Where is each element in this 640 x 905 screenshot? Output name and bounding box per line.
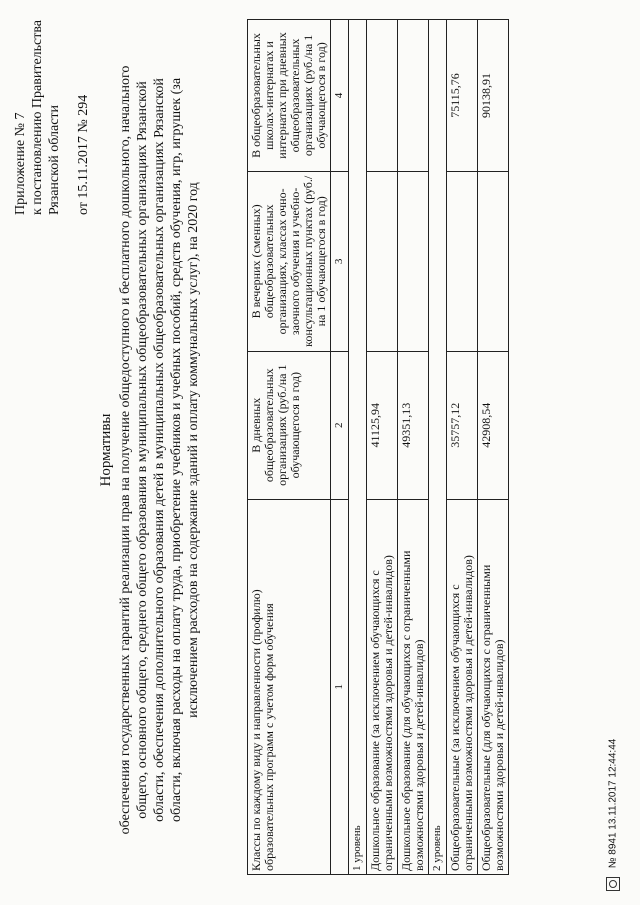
- row-name: Общеобразовательные (для обучающихся с ограниченными возможностями здоровья и детей-инвалидов): [478, 499, 509, 874]
- level-label: 1 уровень: [349, 20, 367, 875]
- row-value-evening: [367, 171, 398, 351]
- stamp-text: № 8941 13.11.2017 12:44:44: [607, 738, 619, 869]
- column-number: 3: [331, 171, 349, 351]
- appendix-reference: к постановлению Правительства: [30, 19, 45, 215]
- column-number-row: [331, 20, 349, 875]
- row-value-evening: [478, 171, 509, 351]
- appendix-block: [12, 15, 92, 215]
- title-heading: Нормативы: [98, 413, 114, 487]
- appendix-region: Рязанской области: [47, 104, 62, 215]
- level-label: 2 уровень: [429, 20, 447, 875]
- stamp-logo-icon: [606, 877, 620, 891]
- header-class: Классы по каждому виду и направленности (профилю) образовательных программ с учетом форм обучения: [248, 499, 331, 874]
- row-value-boarding: [367, 20, 398, 172]
- header-evening: В вечерних (сменных) общеобразовательных организациях, классах очно-заочного обучения и учебно-консультационных пунктах (руб./на 1 обучающегося в год): [248, 171, 331, 351]
- row-value-evening: [447, 171, 478, 351]
- level-row: [349, 20, 367, 875]
- row-value-day: 35757,12: [447, 351, 478, 499]
- row-value-day: 49351,13: [398, 351, 429, 499]
- title-text: обеспечения государственных гарантий реализации прав на получение общедоступного и бесплатного дошкольного, начального общего, основного общего, среднего общего образования в муниципальных общеобразовательных организациях Рязанской области, обеспечения дополнительного образования детей в муниципальных общеобразовательных организациях Рязанской области, включая расходы на оплату труда, приобретение учебников и учебных пособий, средств обучения, игр, игрушек (за исключением расходов на содержание зданий и оплату коммунальных услуг), на 2020 год: [118, 65, 201, 835]
- table-row: [478, 20, 509, 875]
- appendix-number: Приложение № 7: [13, 112, 28, 215]
- table-header-row: [248, 20, 331, 875]
- row-value-day: 42908,54: [478, 351, 509, 499]
- column-number: 1: [331, 499, 349, 874]
- column-number: 2: [331, 351, 349, 499]
- row-value-boarding: [398, 20, 429, 172]
- row-name: Общеобразовательные (за исключением обучающихся с ограниченными возможностями здоровья и детей-инвалидов): [447, 499, 478, 874]
- header-boarding: В общеобразовательных школах-интернатах и интернатах при дневных общеобразовательных организациях (руб./на 1 обучающегося в год): [248, 20, 331, 172]
- header-day: В дневных общеобразовательных организациях (руб./на 1 обучающегося в год): [248, 351, 331, 499]
- registration-stamp: [606, 739, 620, 891]
- row-value-day: 41125,94: [367, 351, 398, 499]
- table-row: [398, 20, 429, 875]
- row-value-boarding: 75115,76: [447, 20, 478, 172]
- row-name: Дошкольное образование (за исключением обучающихся с ограниченными возможностями здоровья и детей-инвалидов): [367, 499, 398, 874]
- row-value-evening: [398, 171, 429, 351]
- norms-table: [247, 19, 509, 875]
- level-row: [429, 20, 447, 875]
- row-value-boarding: 90138,91: [478, 20, 509, 172]
- document-title: [98, 55, 202, 845]
- column-number: 4: [331, 20, 349, 172]
- table-row: [367, 20, 398, 875]
- row-name: Дошкольное образование (для обучающихся с ограниченными возможностями здоровья и детей-инвалидов): [398, 499, 429, 874]
- appendix-date: от 15.11.2017 № 294: [76, 94, 91, 215]
- table-row: [447, 20, 478, 875]
